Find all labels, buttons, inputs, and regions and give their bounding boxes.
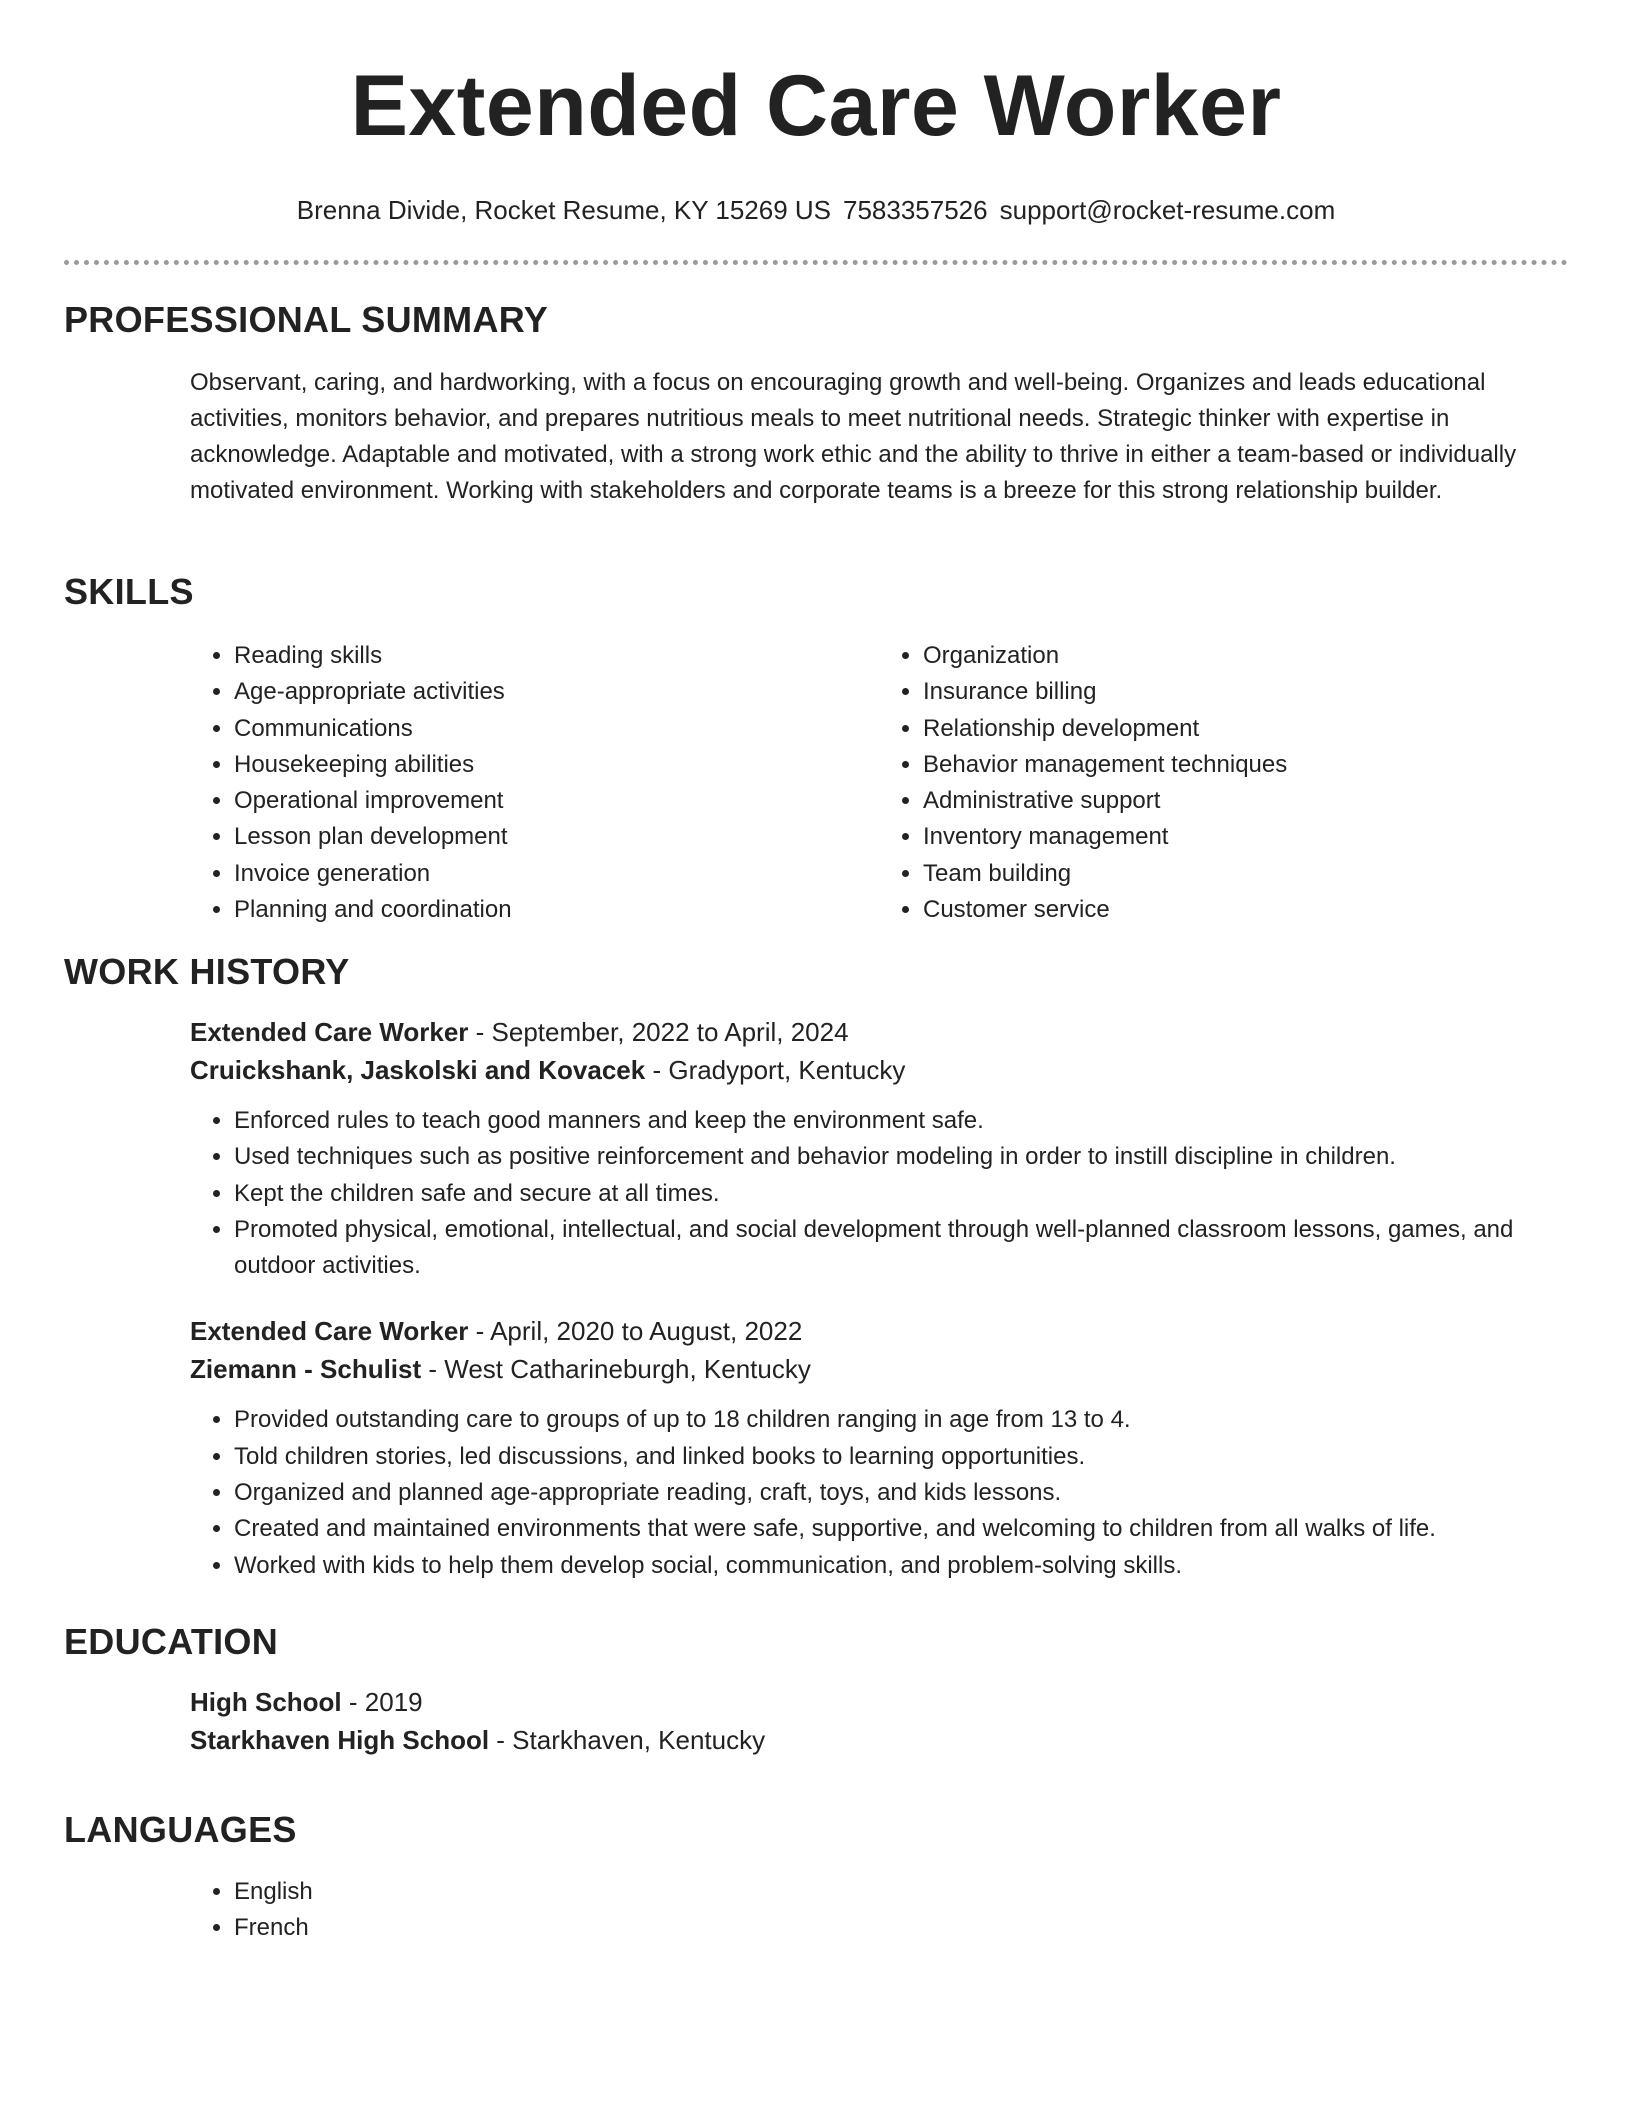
resume-name: Extended Care Worker (350, 58, 1282, 154)
work-history-section (64, 950, 1568, 1584)
education-degree: High School (190, 1687, 342, 1717)
job-role-line (190, 1013, 1568, 1051)
skill-item: • Team building (923, 856, 1568, 892)
job-bullet: • Enforced rules to teach good manners and keep the environment safe. (234, 1103, 1568, 1139)
job-bullet: • Provided outstanding care to groups of up to 18 children ranging in age from 13 to 4. (234, 1402, 1568, 1438)
summary-title: PROFESSIONAL SUMMARY (64, 299, 549, 340)
job-bullet: • Created and maintained environments that were safe, supportive, and welcoming to children from all walks of life. (234, 1511, 1568, 1547)
job-bullet: • Used techniques such as positive reinforcement and behavior modeling in order to instill discipline in children. (234, 1139, 1568, 1175)
job-bullet: • Promoted physical, emotional, intellectual, and social development through well-planned classroom lessons, games, and outdoor activities. (234, 1212, 1568, 1285)
job-bullets (190, 1103, 1568, 1284)
education-location: - Starkhaven, Kentucky (489, 1725, 766, 1755)
contact-address: Brenna Divide, Rocket Resume, KY 15269 US (296, 195, 831, 225)
job-bullet: • Kept the children safe and secure at all times. (234, 1176, 1568, 1212)
skills-section (64, 570, 1568, 928)
skill-item: • Insurance billing (923, 674, 1568, 710)
job-company-line (190, 1051, 1568, 1089)
job-bullet: • Worked with kids to help them develop social, communication, and problem-solving skills. (234, 1548, 1568, 1584)
skill-item: • Behavior management techniques (923, 747, 1568, 783)
work-history-title: WORK HISTORY (64, 951, 350, 992)
summary-text: Observant, caring, and hardworking, with a focus on encouraging growth and well-being. Organizes and leads educational activities, monitors behavior, and prepares nutritious meals to meet nutritional needs. Strategic thinker with expertise in acknowledge. Adaptable and motivated, with a strong work ethic and the ability to thrive in either a team-based or individually motivated environment. Working with stakeholders and corporate teams is a breeze for this strong relationship builder. (190, 369, 1517, 504)
skill-item: • Customer service (923, 892, 1568, 928)
job-role: Extended Care Worker (190, 1017, 469, 1047)
contact-line (64, 194, 1568, 226)
education-title: EDUCATION (64, 1621, 279, 1662)
skill-item: • Relationship development (923, 711, 1568, 747)
job-company-line (190, 1350, 1568, 1388)
job-bullet: • Organized and planned age-appropriate reading, craft, toys, and kids lessons. (234, 1475, 1568, 1511)
contact-email: support@rocket-resume.com (999, 195, 1336, 225)
skill-item: • Administrative support (923, 783, 1568, 819)
skill-item: • Reading skills (234, 638, 879, 674)
job-entry (190, 1312, 1568, 1583)
education-section (64, 1620, 1568, 1759)
education-degree-line (190, 1683, 1568, 1721)
language-item: • French (234, 1910, 1568, 1946)
languages-title: LANGUAGES (64, 1809, 297, 1850)
education-year: - 2019 (341, 1687, 423, 1717)
skills-title: SKILLS (64, 571, 194, 612)
skill-item: • Housekeeping abilities (234, 747, 879, 783)
job-company: Cruickshank, Jaskolski and Kovacek (190, 1055, 646, 1085)
job-role-line (190, 1312, 1568, 1350)
education-school: Starkhaven High School (190, 1725, 490, 1755)
skill-item: • Communications (234, 711, 879, 747)
languages-section (64, 1808, 1568, 1947)
job-bullets (190, 1402, 1568, 1583)
skill-item: • Operational improvement (234, 783, 879, 819)
job-company: Ziemann - Schulist (190, 1354, 422, 1385)
job-bullet: • Told children stories, led discussions, and linked books to learning opportunities. (234, 1439, 1568, 1475)
skills-grid (190, 638, 1568, 928)
skills-list-left (190, 638, 879, 928)
skill-item: • Age-appropriate activities (234, 674, 879, 710)
education-school-line (190, 1721, 1568, 1759)
job-entry (190, 1013, 1568, 1284)
job-location: - West Catharineburgh, Kentucky (421, 1354, 811, 1385)
resume-page (64, 0, 1568, 1942)
education-entry (190, 1683, 1568, 1759)
skills-list-right (879, 638, 1568, 928)
skill-item: • Lesson plan development (234, 819, 879, 855)
summary-section (64, 298, 1568, 509)
language-item: • English (234, 1874, 1568, 1910)
job-location: - Gradyport, Kentucky (645, 1055, 906, 1085)
job-dates: - September, 2022 to April, 2024 (468, 1017, 849, 1047)
languages-list (190, 1874, 1568, 1947)
skill-item: • Inventory management (923, 819, 1568, 855)
skill-item: • Invoice generation (234, 856, 879, 892)
job-role: Extended Care Worker (190, 1316, 469, 1347)
skill-item: • Organization (923, 638, 1568, 674)
header-divider (64, 260, 1568, 265)
skill-item: • Planning and coordination (234, 892, 879, 928)
job-dates: - April, 2020 to August, 2022 (468, 1316, 803, 1347)
contact-phone: 7583357526 (843, 195, 988, 225)
